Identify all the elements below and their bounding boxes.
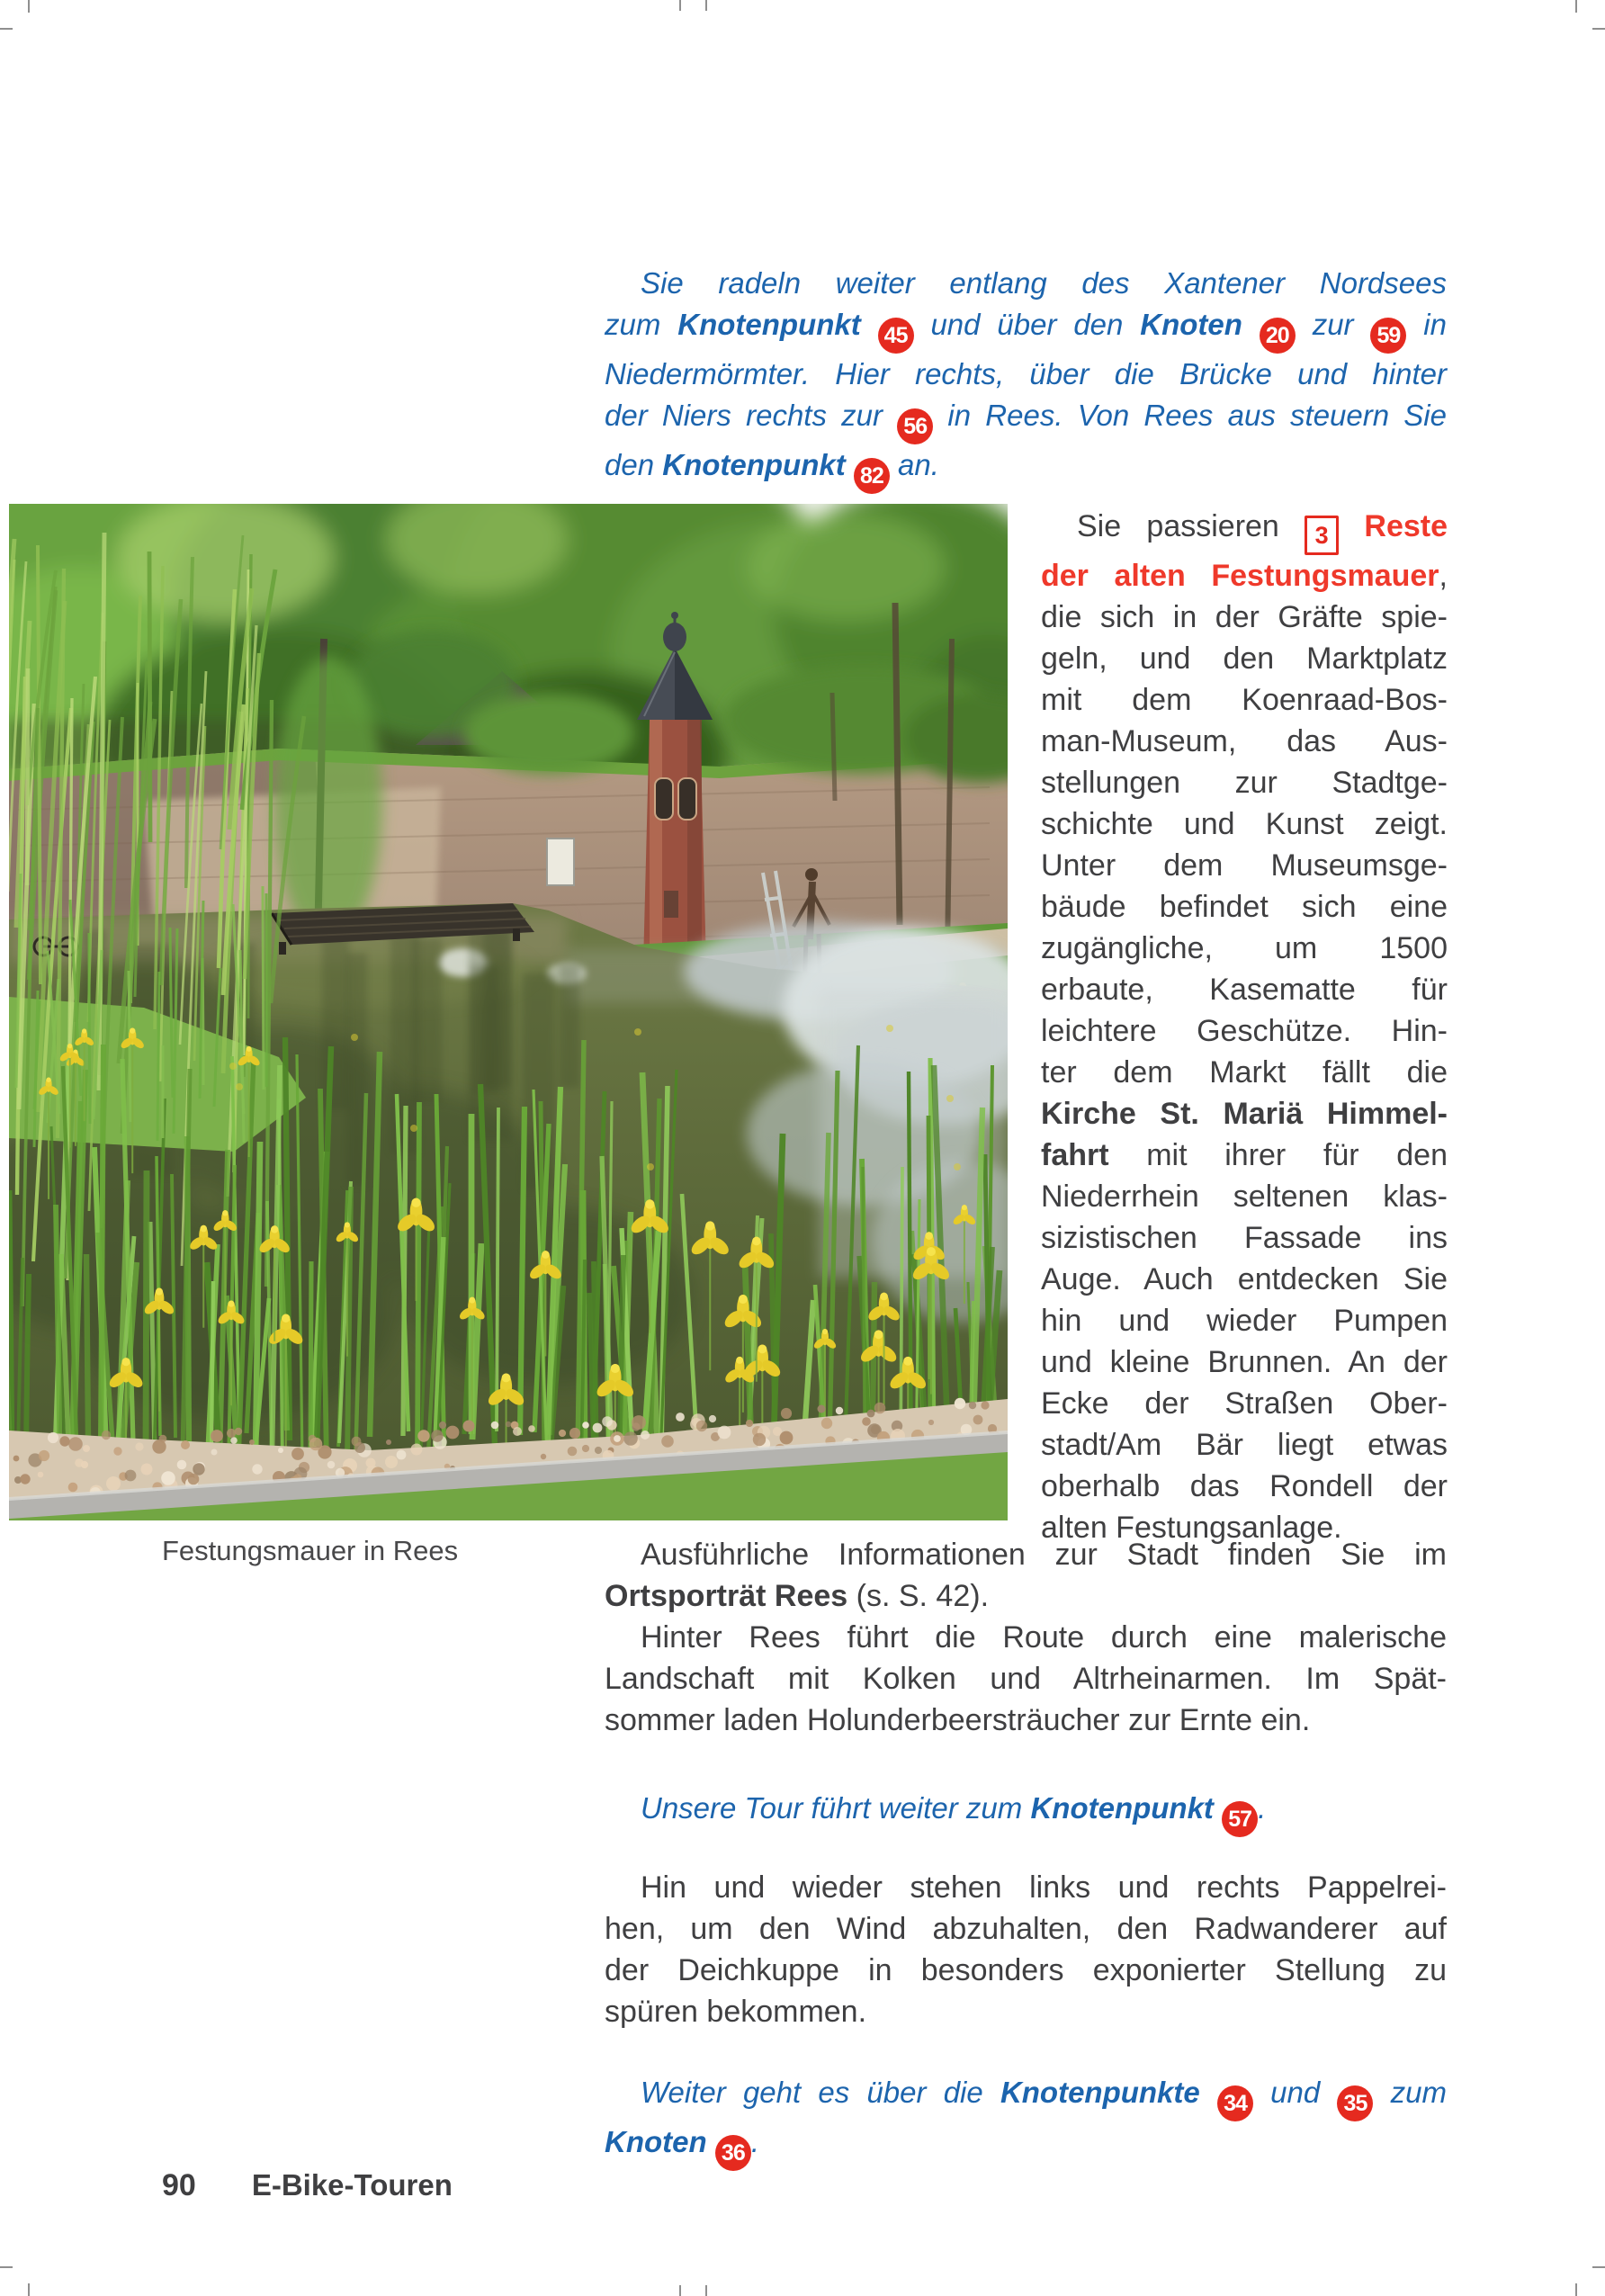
text-line xyxy=(605,1575,1447,1617)
text-segment: Knoten xyxy=(1140,308,1260,341)
text-line xyxy=(605,1700,1447,1741)
text-line xyxy=(605,1534,1447,1575)
text-segment: Unter dem Museumsge- xyxy=(1041,848,1448,883)
crop-mark xyxy=(679,2285,681,2296)
text-segment: die sich in der Gräfte spie- xyxy=(1041,600,1448,634)
text-line xyxy=(1041,845,1448,886)
text-line xyxy=(1041,928,1448,969)
text-segment: Hinter Rees führt die Route durch eine malerische xyxy=(641,1620,1447,1655)
text-line xyxy=(605,444,1447,494)
text-segment: sommer laden Holunderbeersträucher zur Ernte ein. xyxy=(605,1703,1311,1737)
text-segment: Niederrhein seltenen klas- xyxy=(1041,1179,1448,1214)
text-segment: erbaute, Kasematte für xyxy=(1041,973,1448,1007)
text-segment: der Deichkuppe in besonders exponierter Stellung zu xyxy=(605,1953,1447,1987)
text-segment: , xyxy=(1439,559,1448,593)
text-segment: Knotenpunkte xyxy=(1000,2076,1217,2109)
text-segment: zugängliche, um 1500 xyxy=(1041,931,1448,965)
crop-mark xyxy=(28,2283,30,2296)
text-segment: sizistischen Fassade ins xyxy=(1041,1221,1448,1255)
text-segment: Knoten xyxy=(605,2125,715,2158)
text-line xyxy=(1041,596,1448,638)
page-footer xyxy=(162,2168,453,2203)
photo-illustration xyxy=(9,504,1008,1520)
text-segment: Sie radeln weiter entlang des Xantener Nordsees xyxy=(641,266,1447,300)
text-line xyxy=(1041,679,1448,721)
text-line xyxy=(605,395,1447,444)
text-line xyxy=(605,1867,1447,1908)
waypoint-badge: 59 xyxy=(1370,318,1406,354)
text-line xyxy=(605,1658,1447,1700)
text-segment xyxy=(1339,509,1364,543)
paragraph-info xyxy=(605,1534,1447,1617)
text-line xyxy=(1041,638,1448,679)
intro-route-paragraph xyxy=(605,263,1447,494)
text-line xyxy=(605,1991,1447,2032)
text-line xyxy=(605,1788,1447,1837)
text-line xyxy=(605,2121,1447,2171)
crop-mark xyxy=(0,2266,13,2268)
text-segment: in xyxy=(1406,308,1447,341)
text-segment: Knotenpunkt xyxy=(1030,1791,1223,1825)
text-line xyxy=(1041,1176,1448,1217)
text-segment: geln, und den Marktplatz xyxy=(1041,641,1448,676)
text-line xyxy=(605,2072,1447,2121)
text-segment: man-Museum, das Aus- xyxy=(1041,724,1448,758)
crop-mark xyxy=(679,0,681,11)
photo-festungsmauer xyxy=(9,504,1008,1520)
text-segment: hen, um den Wind abzuhalten, den Radwanderer auf xyxy=(605,1912,1447,1946)
text-segment: Ausführliche Informationen zur Stadt finden Sie im xyxy=(641,1538,1447,1572)
crop-mark xyxy=(1575,0,1577,13)
crop-mark xyxy=(705,2285,707,2296)
photo-caption: Festungsmauer in Rees xyxy=(162,1535,459,1566)
text-line xyxy=(605,354,1447,395)
text-segment: Niedermörmter. Hier rechts, über die Brücke und hinter xyxy=(605,357,1447,390)
text-segment: ter dem Markt fällt die xyxy=(1041,1055,1448,1090)
crop-mark xyxy=(1592,28,1605,30)
text-segment: (s. S. 42). xyxy=(847,1579,990,1613)
text-line xyxy=(1041,506,1448,555)
text-segment: Sie passieren xyxy=(1077,509,1305,543)
text-line xyxy=(605,304,1447,354)
text-line xyxy=(1041,1466,1448,1507)
chapter-label: E-Bike-Touren xyxy=(251,2168,453,2202)
waypoint-badge: 35 xyxy=(1337,2085,1373,2121)
text-segment: der alten Festungsmauer xyxy=(1041,559,1439,593)
text-segment: Ecke der Straßen Ober- xyxy=(1041,1386,1448,1421)
text-line xyxy=(605,1950,1447,1991)
text-segment: stellungen zur Stadtge- xyxy=(1041,766,1448,800)
text-segment: Kirche St. Mariä Himmel- xyxy=(1041,1097,1448,1131)
crop-mark xyxy=(1575,2283,1577,2296)
text-segment: fahrt xyxy=(1041,1138,1109,1172)
text-segment: mit dem Koenraad-Bos- xyxy=(1041,683,1448,717)
text-segment: und über den xyxy=(913,308,1141,341)
crop-mark xyxy=(0,28,13,30)
text-line xyxy=(1041,1052,1448,1093)
text-line xyxy=(1041,1424,1448,1466)
text-segment: Ortsporträt Rees xyxy=(605,1579,848,1613)
text-line xyxy=(1041,1341,1448,1383)
text-segment: stadt/Am Bär liegt etwas xyxy=(1041,1428,1448,1462)
waypoint-badge: 82 xyxy=(854,458,890,494)
text-segment: zum xyxy=(605,308,678,341)
text-segment: Knotenpunkt xyxy=(662,448,854,481)
text-line xyxy=(1041,969,1448,1010)
text-segment: in Rees. Von Rees aus steuern Sie xyxy=(933,399,1447,432)
text-segment: und kleine Brunnen. An der xyxy=(1041,1345,1448,1379)
text-segment: der Niers rechts zur xyxy=(605,399,898,432)
text-line xyxy=(1041,886,1448,928)
text-line xyxy=(1041,762,1448,803)
text-line xyxy=(605,263,1447,304)
text-line xyxy=(1041,1300,1448,1341)
text-line xyxy=(1041,721,1448,762)
text-segment: leichtere Geschütze. Hin- xyxy=(1041,1014,1448,1048)
text-line xyxy=(1041,1093,1448,1135)
text-segment: Reste xyxy=(1364,509,1448,543)
text-segment: Knotenpunkt xyxy=(677,308,878,341)
text-segment: bäude befindet sich eine xyxy=(1041,890,1448,924)
text-line xyxy=(1041,1217,1448,1259)
crop-mark xyxy=(1592,2266,1605,2268)
text-segment: alten Festungsanlage. xyxy=(1041,1511,1342,1545)
text-segment: schichte und Kunst zeigt. xyxy=(1041,807,1448,841)
text-segment: den xyxy=(605,448,663,481)
text-line xyxy=(1041,1259,1448,1300)
paragraph-pappelreihen xyxy=(605,1867,1447,2032)
text-segment: und xyxy=(1252,2076,1338,2109)
text-line xyxy=(1041,1383,1448,1424)
text-line xyxy=(1041,555,1448,596)
text-segment: mit ihrer für den xyxy=(1108,1138,1448,1172)
text-segment: zum xyxy=(1373,2076,1448,2109)
text-segment: Auge. Auch entdecken Sie xyxy=(1041,1262,1448,1296)
outro-route-paragraph xyxy=(605,2072,1447,2171)
text-line xyxy=(605,1617,1447,1658)
waypoint-badge: 57 xyxy=(1222,1801,1258,1837)
waypoint-badge: 36 xyxy=(715,2135,751,2171)
tour-route-line xyxy=(605,1788,1447,1837)
waypoint-badge: 20 xyxy=(1260,318,1296,354)
text-segment: zur xyxy=(1295,308,1371,341)
text-segment: oberhalb das Rondell der xyxy=(1041,1469,1448,1503)
text-segment: hin und wieder Pumpen xyxy=(1041,1304,1448,1338)
text-segment: an. xyxy=(889,448,939,481)
text-line xyxy=(605,1908,1447,1950)
text-line xyxy=(1041,803,1448,845)
crop-mark xyxy=(28,0,30,13)
page-number: 90 xyxy=(162,2168,196,2202)
text-segment: spüren bekommen. xyxy=(605,1995,867,2029)
text-line xyxy=(1041,1135,1448,1176)
text-segment: . xyxy=(1258,1791,1267,1825)
waypoint-badge: 56 xyxy=(897,408,933,444)
text-segment: . xyxy=(750,2125,759,2158)
waypoint-badge: 45 xyxy=(878,318,914,354)
column-rees-description xyxy=(1041,506,1448,1548)
photo-ref-badge: 3 xyxy=(1305,516,1339,555)
text-segment: Unsere Tour führt weiter zum xyxy=(641,1791,1031,1825)
text-segment: Hin und wieder stehen links und rechts Pappelrei- xyxy=(641,1870,1447,1905)
paragraph-hinter-rees xyxy=(605,1617,1447,1741)
text-line xyxy=(1041,1010,1448,1052)
text-segment: Weiter geht es über die xyxy=(641,2076,1000,2109)
crop-mark xyxy=(705,0,707,11)
text-segment: Landschaft mit Kolken und Altrheinarmen. Im Spät- xyxy=(605,1662,1447,1696)
waypoint-badge: 34 xyxy=(1217,2085,1253,2121)
